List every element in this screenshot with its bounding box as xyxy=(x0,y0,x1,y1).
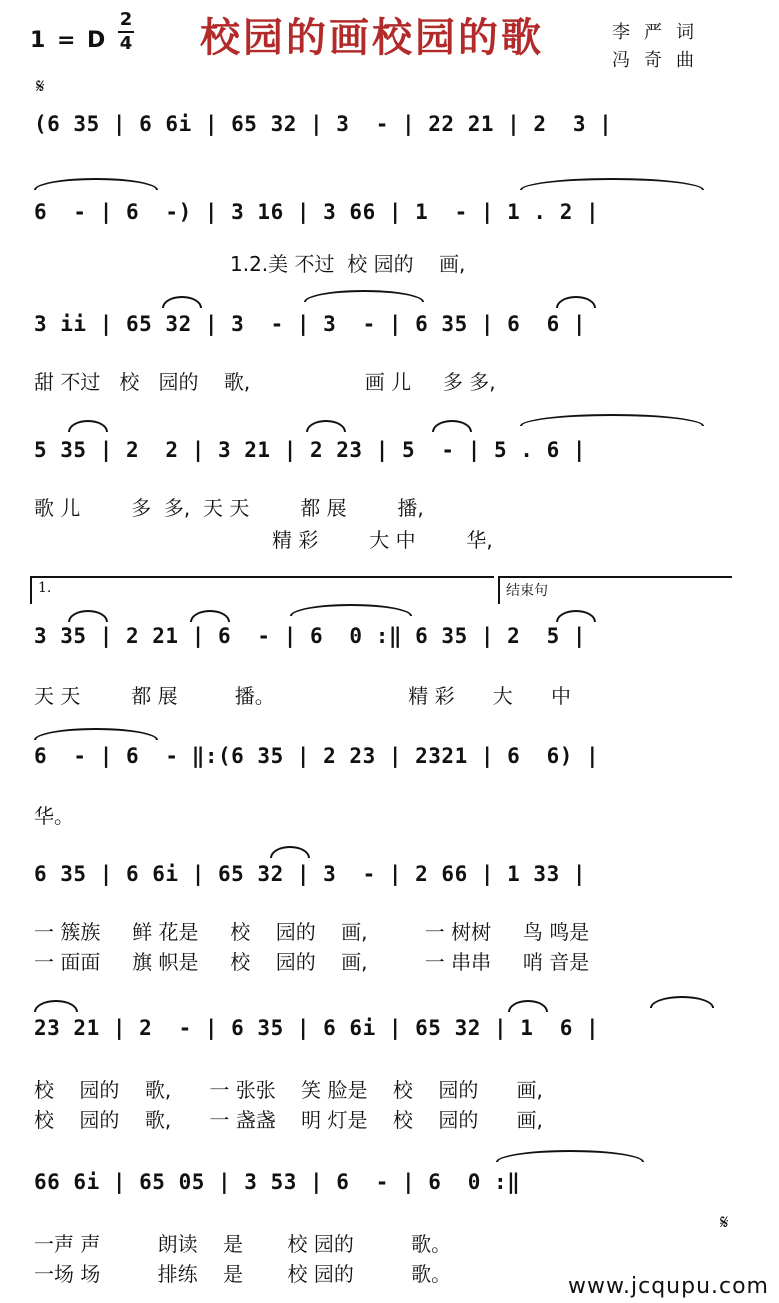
notation-line-5: 3 35 | 2 21 | 6 - | 6 0 :‖ 6 35 | 2 5 | xyxy=(34,624,587,648)
slur-arc xyxy=(306,420,346,432)
time-denominator: 4 xyxy=(119,33,133,54)
website-watermark: www.jcqupu.com xyxy=(568,1274,769,1299)
slur-arc xyxy=(68,610,108,622)
lyricist-credit: 李严词 xyxy=(612,22,708,43)
lyric-line-4a: 歌 儿 多 多, 天 天 都 展 播, xyxy=(34,496,424,520)
lyric-line-7a: 一 簇族 鲜 花是 校 园的 画, 一 树树 鸟 鸣是 xyxy=(34,920,590,944)
slur-arc xyxy=(556,610,596,622)
lyric-line-6a: 华。 xyxy=(34,804,74,828)
tie-arc xyxy=(34,178,158,190)
tie-arc xyxy=(496,1150,644,1162)
volta-coda-label: 结束句 xyxy=(506,583,548,599)
key-signature: 1 = D xyxy=(30,28,108,53)
slur-arc xyxy=(508,1000,548,1012)
tie-arc xyxy=(520,414,704,426)
notation-line-2: 6 - | 6 -) | 3 16 | 3 66 | 1 - | 1 . 2 | xyxy=(34,200,600,224)
volta-first-ending xyxy=(30,576,494,604)
time-signature xyxy=(116,10,136,54)
tie-arc xyxy=(304,290,424,302)
lyric-line-8a: 校 园的 歌, 一 张张 笑 脸是 校 园的 画, xyxy=(34,1078,543,1102)
lyric-line-5a: 天 天 都 展 播。 精 彩 大 中 xyxy=(34,684,571,708)
notation-line-3: 3 ii | 65 32 | 3 - | 3 - | 6 35 | 6 6 | xyxy=(34,312,587,336)
notation-line-6: 6 - | 6 - ‖:(6 35 | 2 23 | 2321 | 6 6) | xyxy=(34,744,600,768)
lyric-line-9b: 一场 场 排练 是 校 园的 歌。 xyxy=(34,1262,452,1286)
segno-sign: 𝄋 xyxy=(36,74,45,98)
slur-arc xyxy=(34,1000,78,1012)
notation-line-7: 6 35 | 6 6i | 65 32 | 3 - | 2 66 | 1 33 | xyxy=(34,862,587,886)
song-title: 校园的画校园的歌 xyxy=(200,14,544,61)
lyric-line-2a: 1.2.美 不过 校 园的 画, xyxy=(230,252,466,276)
notation-line-1: (6 35 | 6 6i | 65 32 | 3 - | 22 21 | 2 3 | xyxy=(34,112,613,136)
slur-arc xyxy=(650,996,714,1008)
slur-arc xyxy=(162,296,202,308)
slur-arc xyxy=(68,420,108,432)
tie-arc xyxy=(290,604,412,616)
notation-line-8: 23 21 | 2 - | 6 35 | 6 6i | 65 32 | 1 6 | xyxy=(34,1016,600,1040)
segno-sign-end: 𝄋 xyxy=(720,1210,729,1234)
lyric-line-9a: 一声 声 朗读 是 校 园的 歌。 xyxy=(34,1232,452,1256)
tie-arc xyxy=(34,728,158,740)
time-numerator: 2 xyxy=(119,9,133,30)
slur-arc xyxy=(556,296,596,308)
volta-first-label: 1. xyxy=(38,580,52,596)
composer-credit: 冯奇曲 xyxy=(612,50,708,71)
tie-arc xyxy=(520,178,704,190)
slur-arc xyxy=(270,846,310,858)
lyric-line-7b: 一 面面 旗 帜是 校 园的 画, 一 串串 哨 音是 xyxy=(34,950,590,974)
lyric-line-4b: 精 彩 大 中 华, xyxy=(272,528,493,552)
notation-line-4: 5 35 | 2 2 | 3 21 | 2 23 | 5 - | 5 . 6 | xyxy=(34,438,587,462)
lyric-line-3a: 甜 不过 校 园的 歌, 画 儿 多 多, xyxy=(34,370,496,394)
lyric-line-8b: 校 园的 歌, 一 盏盏 明 灯是 校 园的 画, xyxy=(34,1108,543,1132)
slur-arc xyxy=(432,420,472,432)
slur-arc xyxy=(190,610,230,622)
notation-line-9: 66 6i | 65 05 | 3 53 | 6 - | 6 0 :‖ xyxy=(34,1170,521,1194)
